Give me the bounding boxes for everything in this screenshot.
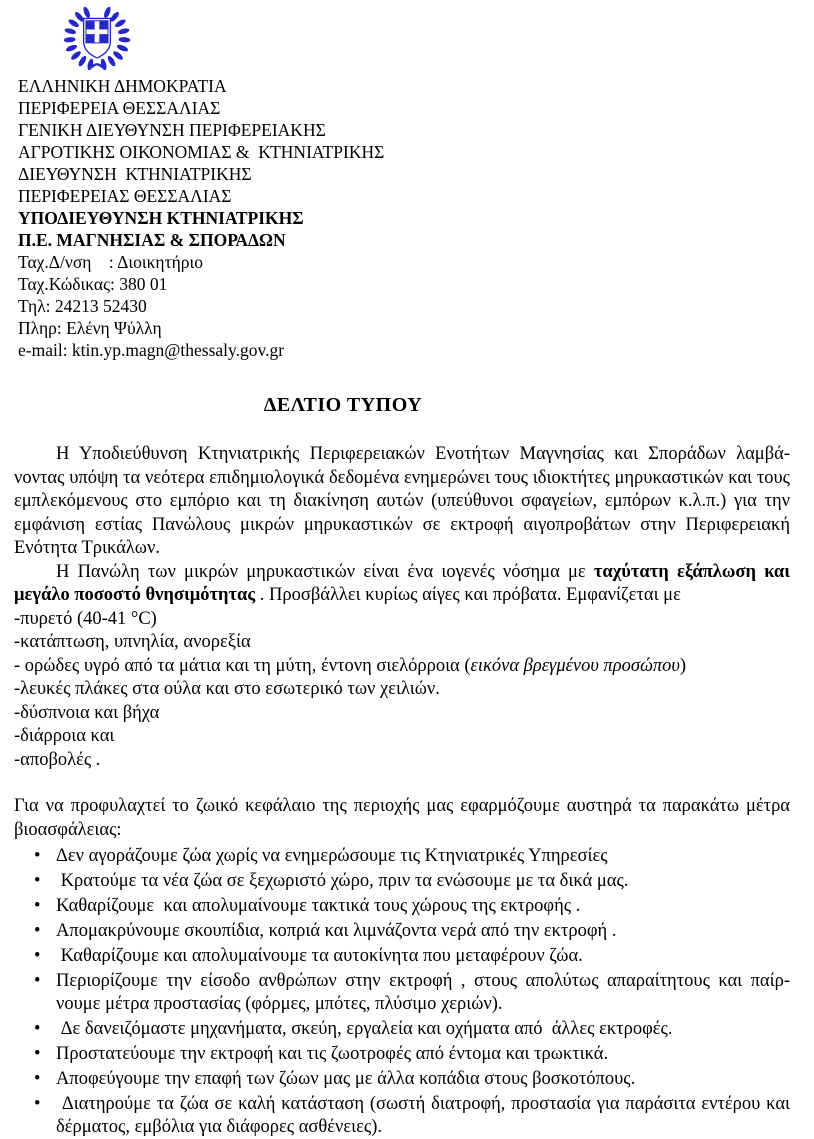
symptom-text: -λευκές πλάκες στα ούλα και στο εσωτερικό των χειλιών. bbox=[14, 679, 440, 699]
paragraph2-bold-emphasis: ταχύτατη εξάπλωση και μεγάλο ποσοστό θνησιμότητας bbox=[14, 561, 795, 605]
list-item bbox=[14, 1093, 795, 1139]
document-page bbox=[0, 3, 814, 1139]
agency-line-vet-region: ΠΕΡΙΦΕΡΕΙΑΣ ΘΕΣΣΑΛΙΑΣ bbox=[18, 186, 232, 206]
list-item-text: Δε δανειζόμαστε μηχανήματα, σκεύη, εργαλεία και οχήματα από άλλες εκτροφές. bbox=[56, 1019, 673, 1039]
bullet-icon: • bbox=[34, 1069, 41, 1089]
symptom-line bbox=[14, 702, 790, 726]
symptom-line bbox=[14, 749, 790, 773]
list-item-text: Κρατούμε τα νέα ζώα σε ξεχωριστό χώρο, πριν τα ενώσουμε με τα δικά μας. bbox=[56, 871, 629, 891]
paragraph2-text: Η Πανώλη των μικρών μηρυκαστικών είναι ένα ιογενές νόσημα με bbox=[56, 561, 594, 582]
list-item bbox=[14, 895, 790, 918]
bullet-icon: • bbox=[34, 1044, 41, 1064]
list-item-text: Απομακρύνουμε σκουπίδια, κοπριά και λιμνάζοντα νερά από την εκτροφή . bbox=[56, 921, 617, 941]
list-item bbox=[14, 1018, 790, 1041]
symptom-line bbox=[14, 608, 790, 632]
bullet-icon: • bbox=[34, 1094, 41, 1114]
bullet-icon: • bbox=[34, 1019, 41, 1039]
symptom-line bbox=[14, 631, 790, 655]
list-item bbox=[14, 920, 790, 943]
list-item-text: Περιορίζουμε την είσοδο ανθρώπων στην εκτροφή , στους απολύτως απαραίτητους και παίρ-νουμε μέτρα προστασίας (φόρμες, μπότες, πλύσιμο χεριών). bbox=[56, 971, 790, 1014]
subdivision-line-1: ΥΠΟΔΙΕΥΘΥΝΣΗ ΚΤΗΝΙΑΤΡΙΚΗΣ bbox=[18, 208, 304, 228]
symptom-text-end: ) bbox=[679, 655, 687, 676]
symptom-text: -διάρροια και bbox=[14, 726, 115, 746]
list-item bbox=[14, 1068, 790, 1091]
agency-line-region: ΠΕΡΙΦΕΡΕΙΑ ΘΕΣΣΑΛΙΑΣ bbox=[18, 98, 221, 118]
greek-coat-of-arms-icon bbox=[62, 3, 132, 70]
agency-line-directorate-1: ΓΕΝΙΚΗ ΔΙΕΥΘΥΝΣΗ ΠΕΡΙΦΕΡΕΙΑΚΗΣ bbox=[18, 120, 326, 140]
contact-address-line: Ταχ.Δ/νση : Διοικητήριο bbox=[18, 252, 203, 272]
biosecurity-measures-list bbox=[14, 845, 795, 1139]
contact-person-line: Πληρ: Ελένη Ψύλλη bbox=[18, 318, 162, 338]
list-item-text: Καθαρίζουμε και απολυμαίνουμε τακτικά τους χώρους της εκτροφής . bbox=[56, 896, 581, 916]
page-title: ΔΕΛΤΙΟ ΤΥΠΟΥ bbox=[263, 394, 423, 416]
list-item-text: Καθαρίζουμε και απολυμαίνουμε τα αυτοκίνητα που μεταφέρουν ζώα. bbox=[56, 946, 583, 966]
symptom-text: -κατάπτωση, υπνηλία, ανορεξία bbox=[14, 632, 251, 652]
biosecurity-intro-paragraph: Για να προφυλαχτεί το ζωικό κεφάλαιο της περιοχής μας εφαρμόζουμε αυστηρά τα παρακάτω μέτρα βιοασφάλειας: bbox=[14, 796, 795, 840]
agency-line-directorate-2: ΑΓΡΟΤΙΚΗΣ ΟΙΚΟΝΟΜΙΑΣ & ΚΤΗΝΙΑΤΡΙΚΗΣ bbox=[18, 142, 385, 162]
symptom-text: -πυρετό (40-41 °C) bbox=[14, 608, 157, 629]
list-item bbox=[14, 970, 790, 1016]
paragraph-disease-description bbox=[14, 561, 795, 608]
contact-phone-line: Τηλ: 24213 52430 bbox=[18, 296, 147, 316]
symptom-italic: εικόνα βρεγμένου προσώπου bbox=[470, 655, 680, 676]
bullet-icon: • bbox=[34, 846, 41, 866]
list-item-text: Δεν αγοράζουμε ζώα χωρίς να ενημερώσουμε τις Κτηνιατρικές Υπηρεσίες bbox=[56, 846, 608, 866]
symptom-text: -αποβολές . bbox=[14, 749, 101, 770]
bullet-icon: • bbox=[34, 971, 41, 991]
bullet-icon: • bbox=[34, 896, 41, 916]
list-item bbox=[14, 1043, 790, 1066]
symptom-text: -δύσπνοια και βήχα bbox=[14, 702, 160, 723]
bullet-icon: • bbox=[34, 921, 41, 941]
symptom-line bbox=[14, 655, 790, 679]
list-item bbox=[14, 870, 790, 893]
letterhead bbox=[0, 3, 814, 361]
bullet-icon: • bbox=[34, 946, 41, 966]
shield-with-cross bbox=[84, 18, 111, 58]
document-body bbox=[0, 394, 814, 1139]
list-item-text: Προστατεύουμε την εκτροφή και τις ζωοτροφές από έντομα και τρωκτικά. bbox=[56, 1044, 609, 1064]
paragraph-outbreak-notice: Η Υποδιεύθυνση Κτηνιατρικής Περιφερειακών Ενοτήτων Μαγνησίας και Σποράδων λαμβά-νοντας υπόψη τα νεότερα επιδημιολογικά δεδομένα ενημερώνει τους ιδιοκτήτες μηρυκαστικών και τους εμπλεκόμενους στο εμπόριο και τη διακίνηση αυτών (υπεύθυνοι σφαγείων, εμπόρων κ.λ.π.) για την εμφάνιση εστίας Πανώλους μικρών μηρυκαστικών σε εκτροφή αιγοπροβάτων στην Περιφερειακή Ενότητα Τρικάλων. bbox=[14, 444, 795, 558]
symptom-line bbox=[14, 678, 790, 702]
contact-email-line: e-mail: ktin.yp.magn@thessaly.gov.gr bbox=[18, 340, 285, 360]
list-item bbox=[14, 845, 790, 868]
list-item bbox=[14, 945, 790, 968]
list-item-text: Αποφεύγουμε την επαφή των ζώων μας με άλλα κοπάδια στους βοσκοτόπους. bbox=[56, 1069, 636, 1089]
symptom-line bbox=[14, 725, 790, 749]
symptom-list bbox=[14, 608, 790, 773]
agency-line-vet-directorate: ΔΙΕΥΘΥΝΣΗ ΚΤΗΝΙΑΤΡΙΚΗΣ bbox=[18, 164, 252, 184]
agency-line-republic: ΕΛΛΗΝΙΚΗ ΔΗΜΟΚΡΑΤΙΑ bbox=[18, 76, 227, 96]
paragraph2-text-end: . Προσβάλλει κυρίως αίγες και πρόβατα. Εμφανίζεται με bbox=[255, 585, 681, 605]
list-item-text: Διατηρούμε τα ζώα σε καλή κατάσταση (σωστή διατροφή, προστασία για παράσιτα εντέρου και δέρματος, εμβόλια για διάφορες ασθένειες). bbox=[56, 1094, 795, 1137]
subdivision-line-2: Π.Ε. ΜΑΓΝΗΣΙΑΣ & ΣΠΟΡΑΔΩΝ bbox=[18, 230, 286, 250]
bullet-icon: • bbox=[34, 871, 41, 891]
symptom-text: - ορώδες υγρό από τα μάτια και τη μύτη, έντονη σιελόρροια ( bbox=[14, 655, 471, 676]
contact-postcode-line: Ταχ.Κώδικας: 380 01 bbox=[18, 274, 168, 294]
